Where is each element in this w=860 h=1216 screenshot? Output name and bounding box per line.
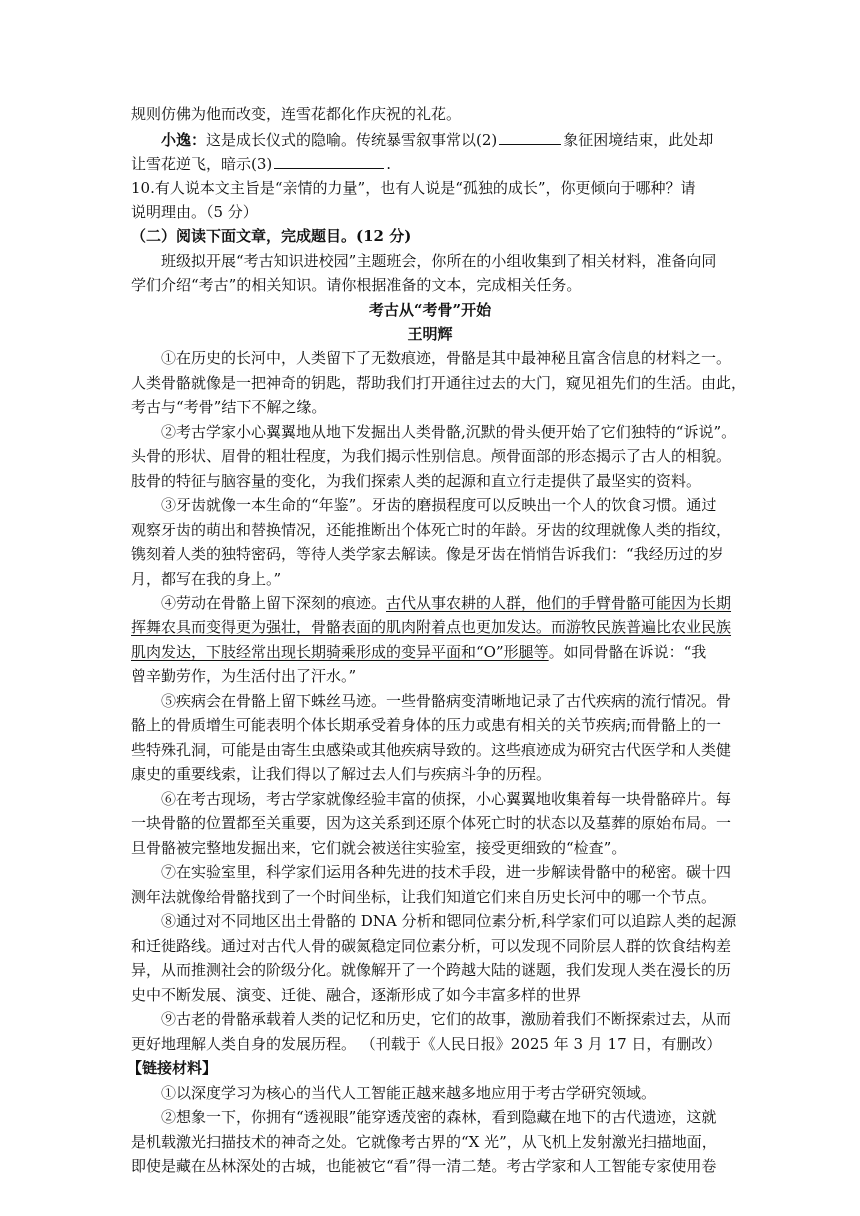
paragraph-line: 月，都写在我的身上。”	[131, 570, 282, 588]
paragraph-line: 一块骨骼的位置都至关重要，因为这关系到还原个体死亡时的状态以及墓葬的原始布局。一	[131, 814, 732, 832]
paragraph-line: 测年法就像给骨骼找到了一个时间坐标，让我们知道它们来自历史长河中的哪一个节点。	[131, 888, 717, 906]
speaker-label: 小逸：	[161, 131, 207, 149]
paragraph-line: 考古与“考骨”结下不解之缘。	[131, 398, 327, 416]
paragraph-line	[161, 592, 731, 614]
paragraph-line: 人类骨骼就像是一把神奇的钥匙，帮助我们打开通往过去的大门，窥见祖先们的生活。由此，	[131, 374, 747, 392]
paragraph-line: ⑨古老的骨骼承载着人类的记忆和历史，它们的故事，激励着我们不断探索过去，从而	[161, 1010, 732, 1028]
section-heading: （二）阅读下面文章，完成题目。(12 分)	[131, 227, 412, 245]
paragraph-line: ⑤疾病会在骨骼上留下蛛丝马迹。一些骨骼病变清晰地记录了古代疾病的流行情况。骨	[161, 692, 732, 710]
link-heading: 【链接材料】	[127, 1059, 218, 1077]
plain-text: ④劳动在骨骼上留下深刻的痕迹。	[161, 594, 387, 612]
paragraph-line: ①以深度学习为核心的当代人工智能正越来越多地应用于考古学研究领域。	[161, 1084, 657, 1102]
q9-line: 规则仿佛为他而改变，连雪花都化作庆祝的礼花。	[131, 105, 462, 123]
plain-text: 。如同骨骼在诉说：“我	[548, 643, 707, 661]
q9-answer-line	[131, 152, 391, 175]
q10-prompt: 10.有人说本文主旨是“亲情的力量”，也有人说是“孤独的成长”，你更倾向于哪种？请	[131, 179, 696, 197]
paragraph-line: 即使是藏在丛林深处的古城，也能被它“看”得一清二楚。考古学家和人工智能专家使用卷	[131, 1157, 717, 1175]
paragraph-line: ③牙齿就像一本生命的“年鉴”。牙齿的磨损程度可以反映出一个人的饮食习惯。通过	[161, 496, 717, 514]
paragraph-line: ⑥在考古现场，考古学家就像经验丰富的侦探，小心翼翼地收集着每一块骨骼碎片。每	[161, 790, 732, 808]
q9-text: .	[386, 155, 392, 173]
q9-answer-line	[161, 128, 713, 151]
paragraph-line: ②考古学家小心翼翼地从地下发掘出人类骨骼,沉默的骨头便开始了它们独特的“诉说”。	[161, 423, 737, 441]
answer-blank[interactable]	[274, 152, 384, 169]
paragraph-line: 旦骨骼被完整地发掘出来，它们就会被送往实验室，接受更细致的“检查”。	[131, 839, 627, 857]
paragraph-line: 镌刻着人类的独特密码，等待人类学家去解读。像是牙齿在悄悄告诉我们：“我经历过的岁	[131, 545, 724, 563]
paragraph-line: 是机载激光扫描技术的神奇之处。它就像考古界的“X 光”，从飞机上发射激光扫描地面，	[131, 1133, 717, 1151]
q10-prompt: 说明理由。（5 分）	[131, 203, 258, 221]
underlined-text: 古代从事农耕的人群，他们的手臂骨骼可能因为长期	[386, 594, 732, 612]
paragraph-line: 和迁徙路线。通过对古代人骨的碳氮稳定同位素分析，可以发现不同阶层人群的饮食结构差	[131, 937, 732, 955]
section-intro: 学们介绍“考古”的相关知识。请你根据准备的文本，完成相关任务。	[131, 276, 582, 294]
paragraph-line: ⑦在实验室里，科学家们运用各种先进的技术手段，进一步解读骨骼中的秘密。碳十四	[161, 863, 732, 881]
article-title: 考古从“考骨”开始	[368, 301, 492, 319]
q9-text: 象征困境结束，此处却	[563, 131, 714, 149]
paragraph-line: 曾辛勤劳作，为生活付出了汗水。”	[131, 667, 357, 685]
section-intro: 班级拟开展“考古知识进校园”主题班会，你所在的小组收集到了相关材料，准备向同	[161, 252, 717, 270]
paragraph-line: 骼上的骨质增生可能表明个体长期承受着身体的压力或患有相关的关节疾病;而骨骼上的一	[131, 716, 722, 734]
paragraph-line: ①在历史的长河中，人类留下了无数痕迹，骨骼是其中最神秘且富含信息的材料之一。	[161, 349, 732, 367]
paragraph-line: 些特殊孔洞，可能是由寄生虫感染或其他疾病导致的。这些痕迹成为研究古代医学和人类健	[131, 741, 732, 759]
paragraph-line: 史中不断发展、演变、迁徙、融合，逐渐形成了如今丰富多样的世界	[131, 986, 582, 1004]
underlined-text: 肌肉发达，下肢经常出现长期骑乘形成的变异平面和“O”形腿等	[131, 643, 549, 661]
paragraph-line: ⑧通过对不同地区出土骨骼的 DNA 分析和锶同位素分析,科学家们可以追踪人类的起源	[161, 912, 737, 930]
paragraph-line: 观察牙齿的萌出和替换情况，还能推断出个体死亡时的年龄。牙齿的纹理就像人类的指纹，	[131, 521, 732, 539]
q9-text: 这是成长仪式的隐喻。传统暴雪叙事常以(2)	[206, 131, 498, 149]
paragraph-line: ②想象一下，你拥有“透视眼”能穿透茂密的森林，看到隐藏在地下的古代遗迹，这就	[161, 1108, 717, 1126]
paragraph-line: 肢骨的特征与脑容量的变化，为我们探索人类的起源和直立行走提供了最坚实的资料。	[131, 472, 702, 490]
paragraph-line: 更好地理解人类自身的发展历程。 （刊载于《人民日报》2025 年 3 月 17 日，有删改）	[131, 1035, 722, 1053]
paragraph-line: 康史的重要线索，让我们得以了解过去人们与疾病斗争的历程。	[131, 765, 552, 783]
underlined-text: 挥舞农具而变得更为强壮，骨骼表面的肌肉附着点也更加发达。而游牧民族普遍比农业民族	[131, 618, 732, 636]
paragraph-line: 头骨的形状、眉骨的粗壮程度，为我们揭示性别信息。颅骨面部的形态揭示了古人的相貌。	[131, 447, 732, 465]
answer-blank[interactable]	[499, 128, 561, 145]
paragraph-line: 异，从而推测社会的阶级分化。就像解开了一个跨越大陆的谜题，我们发现人类在漫长的历	[131, 961, 732, 979]
article-author: 王明辉	[407, 325, 453, 343]
paragraph-line	[131, 641, 706, 663]
q9-text: 让雪花逆飞，暗示(3)	[131, 155, 273, 173]
